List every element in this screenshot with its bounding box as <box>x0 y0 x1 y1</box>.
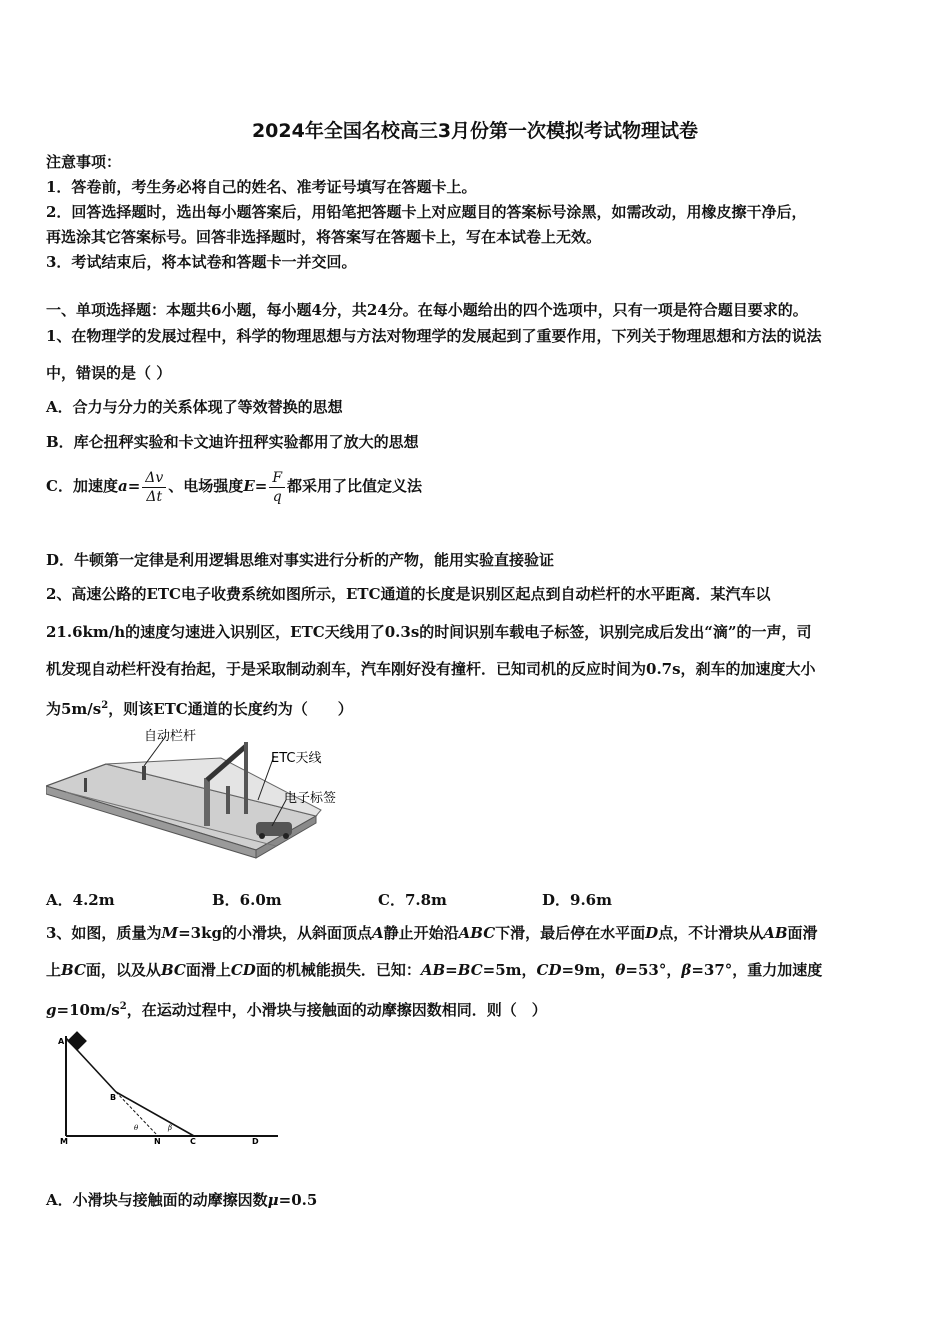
page-title: 2024年全国名校高三3月份第一次模拟考试物理试卷 <box>251 120 699 142</box>
svg-text:θ: θ <box>134 1124 139 1132</box>
q2-option-c: C．7.8m <box>378 891 447 909</box>
fraction-f-q: $\frac{F}{q}$ <box>269 469 285 506</box>
section-heading: 一、单项选择题：本题共6小题，每小题4分，共24分。在每小题给出的四个选项中，只有一项是符合题目要求的。 <box>46 301 808 319</box>
notice-heading: 注意事项： <box>46 153 122 171</box>
q2-stem-line1: 2、高速公路的ETC电子收费系统如图所示，ETC通道的长度是识别区起点到自动栏杆的水平距离．某汽车以 <box>46 585 771 603</box>
q1-option-c: C．加速度a= $\frac{\Delta v}{\Delta t}$ 、电场强度E= $\frac{F}{q}$ 都采用了比值定义法 <box>46 469 423 505</box>
label-electronic-tag: 电子标签 <box>284 791 337 806</box>
q2-option-b: B．6.0m <box>212 891 282 909</box>
svg-text:N: N <box>154 1137 161 1146</box>
q1-stem-line1: 1、在物理学的发展过程中，科学的物理思想与方法对物理学的发展起到了重要作用，下列关于物理思想和方法的说法 <box>46 327 822 345</box>
etc-diagram <box>46 728 366 868</box>
label-etc-antenna: ETC天线 <box>271 751 322 766</box>
svg-text:A: A <box>58 1037 65 1046</box>
q2-stem-line3: 机发现自动栏杆没有抬起，于是采取制动刹车，汽车刚好没有撞杆．已知司机的反应时间为0.7s，刹车的加速度大小 <box>46 660 816 678</box>
q3-stem-line3: $g=10m/s^2$，在运动过程中，小滑块与接触面的动摩擦因数相同．则（ ） <box>46 1001 547 1019</box>
q1-option-b: B．库仑扭秤实验和卡文迪许扭秤实验都用了放大的思想 <box>46 433 419 451</box>
notice-item: 再选涂其它答案标号。回答非选择题时，将答案写在答题卡上，写在本试卷上无效。 <box>46 228 602 246</box>
notice-item: 3．考试结束后，将本试卷和答题卡一并交回。 <box>46 253 357 271</box>
svg-text:M: M <box>60 1137 68 1146</box>
notice-item: 1．答卷前，考生务必将自己的姓名、准考证号填写在答题卡上。 <box>46 178 477 196</box>
q2-option-d: D．9.6m <box>542 891 612 909</box>
q1-stem-line2: 中，错误的是（ ） <box>46 364 172 382</box>
incline-diagram <box>56 1030 286 1150</box>
q1-option-d: D．牛顿第一定律是利用逻辑思维对事实进行分析的产物，能用实验直接验证 <box>46 551 555 569</box>
svg-text:D: D <box>252 1137 259 1146</box>
q1-option-a: A．合力与分力的关系体现了等效替换的思想 <box>46 398 343 416</box>
notice-item: 2．回答选择题时，选出每小题答案后，用铅笔把答题卡上对应题目的答案标号涂黑，如需改动，用橡皮擦干净后， <box>46 203 807 221</box>
q3-option-a: A．小滑块与接触面的动摩擦因数μ=0.5 <box>46 1191 318 1209</box>
q2-option-a: A．4.2m <box>46 891 115 909</box>
fraction-dv-dt: $\frac{\Delta v}{\Delta t}$ <box>142 469 166 506</box>
q3-stem-line1: 3、如图，质量为M=3kg的小滑块，从斜面顶点A静止开始沿ABC下滑，最后停在水平面D点，不计滑块从AB面滑 <box>46 924 818 942</box>
q3-stem-line2: 上BC面，以及从BC面滑上CD面的机械能损失．已知：AB=BC=5m，CD=9m，θ=53°，β=37°，重力加速度 <box>46 961 823 979</box>
svg-text:C: C <box>190 1137 196 1146</box>
label-auto-barrier: 自动栏杆 <box>144 729 197 744</box>
q2-stem-line2: 21.6km/h的速度匀速进入识别区，ETC天线用了0.3s的时间识别车载电子标签，识别完成后发出“滴”的一声，司 <box>46 623 812 641</box>
svg-text:B: B <box>110 1093 117 1102</box>
q2-stem-line4: 为$5m/s^2$，则该ETC通道的长度约为（ ） <box>46 700 353 718</box>
svg-text:β: β <box>168 1124 173 1132</box>
